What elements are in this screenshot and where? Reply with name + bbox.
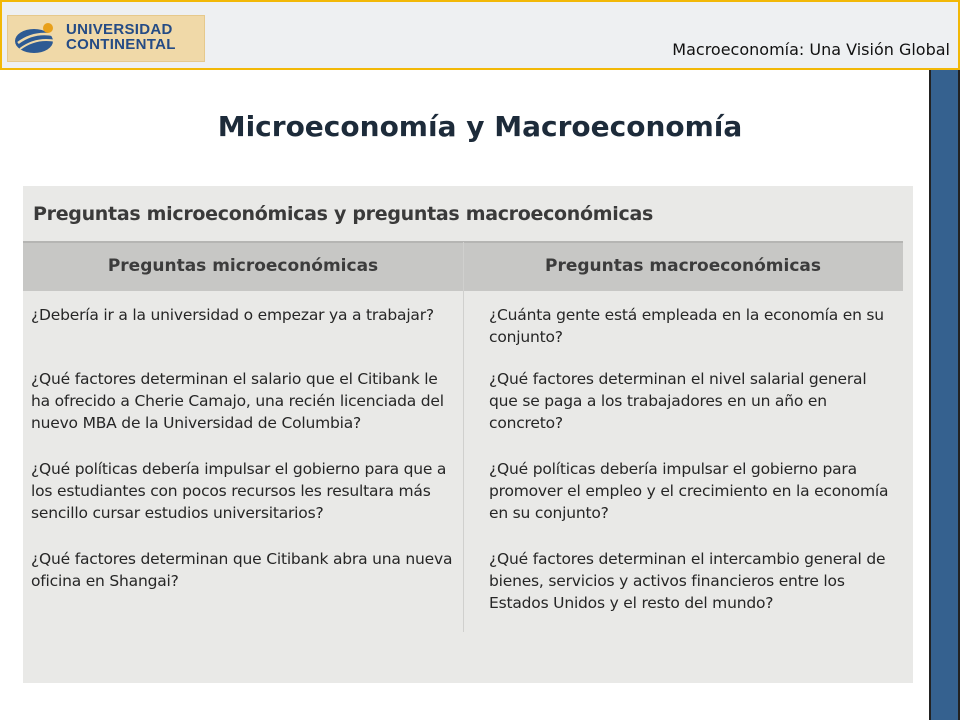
course-title: Macroeconomía: Una Visión Global [672,40,950,59]
header-bar [0,0,960,70]
table-cell-macro-1: ¿Cuánta gente está empleada en la economía en su conjunto? [489,306,884,346]
slide-title: Microeconomía y Macroeconomía [217,110,743,143]
university-logo [7,15,205,62]
table-cell-micro-3: ¿Qué políticas debería impulsar el gobierno para que a los estudiantes con pocos recursos les resultara más sencillo cursar estudios universitarios? [31,460,447,522]
side-decorative-band [929,70,960,720]
column-header-micro: Preguntas microeconómicas [107,256,379,276]
table-cell-micro-1: ¿Debería ir a la universidad o empezar ya a trabajar? [31,306,434,324]
table-cell-macro-2: ¿Qué factores determinan el nivel salarial general que se paga a los trabajadores en un año en concreto? [489,370,867,432]
table-cell-macro-3: ¿Qué políticas debería impulsar el gobierno para promover el empleo y el crecimiento en la economía en su conjunto? [489,460,889,522]
logo-text-line2: CONTINENTAL [66,36,176,53]
logo-text [66,22,176,52]
column-header-macro: Preguntas macroeconómicas [545,256,821,276]
scanned-table-image [23,186,913,683]
table-cell-macro-4: ¿Qué factores determinan el intercambio general de bienes, servicios y activos financieros entre los Estados Unidos y el resto del mundo? [489,550,886,612]
table-cell-micro-4: ¿Qué factores determinan que Citibank abra una nueva oficina en Shangai? [31,550,453,590]
table-cell-micro-2: ¿Qué factores determinan el salario que el Citibank le ha ofrecido a Cherie Camajo, una recién licenciada del nuevo MBA de la Universidad de Columbia? [31,370,444,432]
university-emblem-icon [12,21,62,56]
table-caption: Preguntas microeconómicas y preguntas macroeconómicas [33,203,653,225]
logo-text-line1: UNIVERSIDAD [66,21,173,38]
column-divider [463,242,464,632]
